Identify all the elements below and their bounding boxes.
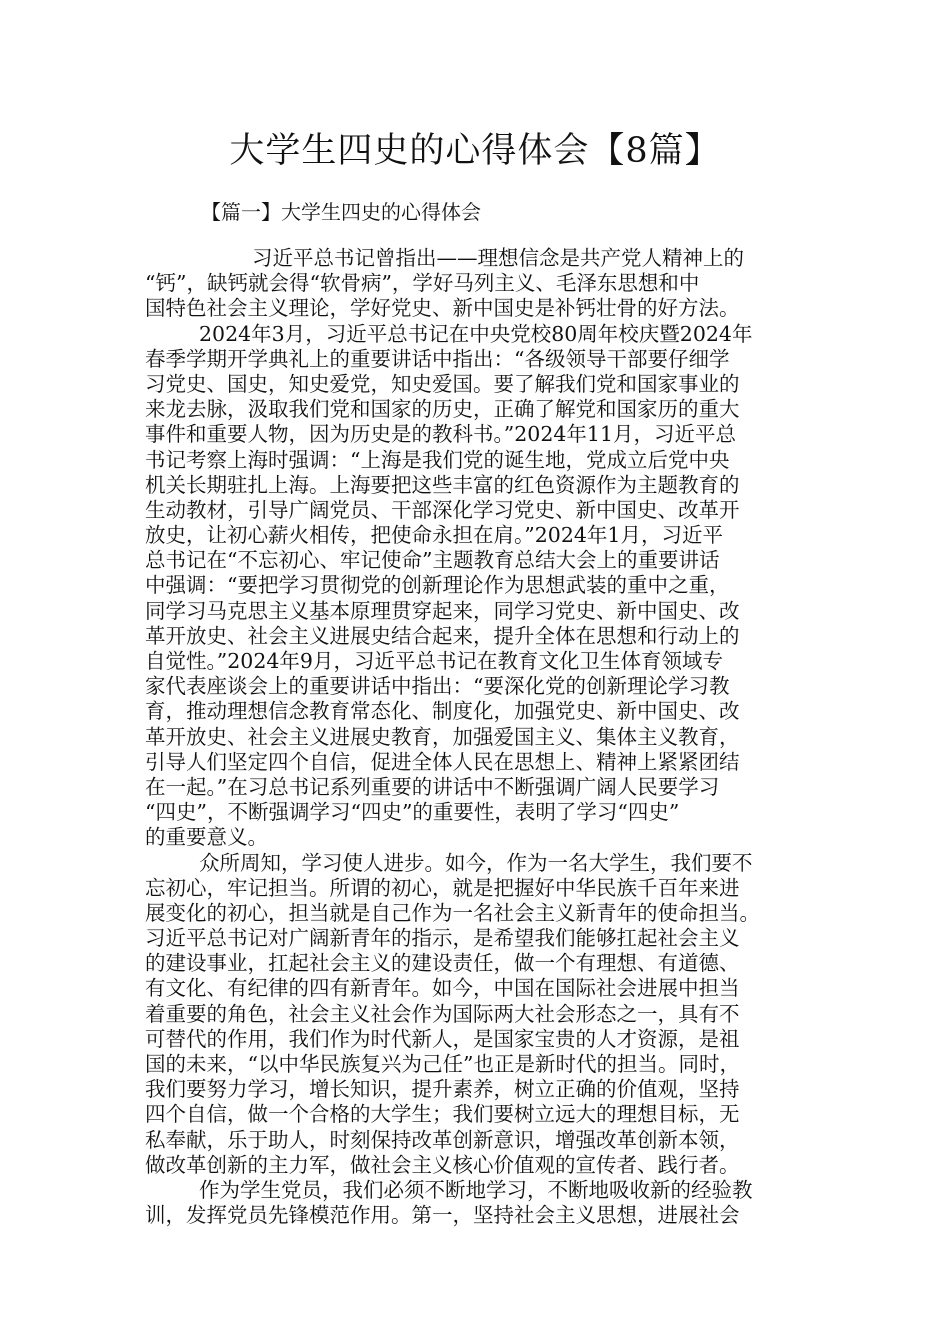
text-line: “钙”，缺钙就会得“软骨病”，学好马列主义、毛泽东思想和中 — [145, 271, 700, 296]
text-line: 书记考察上海时强调：“上海是我们党的诞生地，党成立后党中央 — [145, 447, 730, 472]
text-line: 来龙去脉，汲取我们党和国家的历史，正确了解党和国家历的重大 — [145, 397, 740, 422]
text-line: 我们要努力学习，增长知识，提升素养，树立正确的价值观，坚持 — [145, 1077, 740, 1102]
text-line: 作为学生党员，我们必须不断地学习，不断地吸收新的经验教 — [199, 1177, 753, 1202]
section-heading: 【篇一】大学生四史的心得体会 — [201, 200, 481, 224]
text-line: 家代表座谈会上的重要讲话中指出：“要深化党的创新理论学习教 — [145, 674, 730, 699]
text-line: 四个自信，做一个合格的大学生；我们要树立远大的理想目标，无 — [145, 1102, 740, 1127]
text-line: 2024年3月，习近平总书记在中央党校80周年校庆暨2024年 — [199, 321, 753, 346]
text-line: 有文化、有纪律的四有新青年。如今，中国在国际社会进展中担当 — [145, 976, 740, 1001]
text-line: 习近平总书记对广阔新青年的指示，是希望我们能够扛起社会主义 — [145, 926, 740, 951]
text-line: 着重要的角色，社会主义社会作为国际两大社会形态之一，具有不 — [145, 1001, 740, 1026]
text-line: 的重要意义。 — [145, 825, 268, 850]
text-line: 展变化的初心，担当就是自己作为一名社会主义新青年的使命担当。 — [145, 900, 760, 925]
text-line: 众所周知，学习使人进步。如今，作为一名大学生，我们要不 — [199, 850, 753, 875]
text-line: 做改革创新的主力军，做社会主义核心价值观的宣传者、践行者。 — [145, 1152, 740, 1177]
text-line: 习近平总书记曾指出——理想信念是共产党人精神上的 — [252, 246, 744, 270]
document-body — [145, 246, 825, 1228]
text-line: 总书记在“不忘初心、牢记使命”主题教育总结大会上的重要讲话 — [145, 548, 720, 573]
text-line: “四史”，不断强调学习“四史”的重要性，表明了学习“四史” — [145, 800, 680, 825]
text-line: 生动教材，引导广阔党员、干部深化学习党史、新中国史、改革开 — [145, 497, 740, 522]
text-line: 机关长期驻扎上海。上海要把这些丰富的红色资源作为主题教育的 — [145, 472, 740, 497]
text-line: 的建设事业，扛起社会主义的建设责任，做一个有理想、有道德、 — [145, 951, 740, 976]
text-line: 习党史、国史，知史爱党，知史爱国。要了解我们党和国家事业的 — [145, 371, 740, 396]
text-line: 可替代的作用，我们作为时代新人，是国家宝贵的人才资源，是祖 — [145, 1026, 740, 1051]
text-line: 国的未来，“以中华民族复兴为己任”也正是新时代的担当。同时， — [145, 1052, 740, 1076]
text-line: 忘初心，牢记担当。所谓的初心，就是把握好中华民族千百年来进 — [145, 875, 740, 900]
text-line: 引导人们坚定四个自信，促进全体人民在思想上、精神上紧紧团结 — [145, 749, 740, 774]
text-line: 国特色社会主义理论，学好党史、新中国史是补钙壮骨的好方法。 — [145, 296, 740, 321]
text-line: 事件和重要人物，因为历史是的教科书。”2024年11月，习近平总 — [145, 422, 736, 447]
text-line: 春季学期开学典礼上的重要讲话中指出：“各级领导干部要仔细学 — [145, 346, 730, 371]
text-line: 同学习马克思主义基本原理贯穿起来，同学习党史、新中国史、改 — [145, 598, 740, 623]
text-line: 私奉献，乐于助人，时刻保持改革创新意识，增强改革创新本领， — [145, 1127, 740, 1152]
text-line: 革开放史、社会主义进展史结合起来，提升全体在思想和行动上的 — [145, 623, 740, 648]
text-line: 在一起。”在习总书记系列重要的讲话中不断强调广阔人民要学习 — [145, 774, 720, 799]
text-line: 放史，让初心薪火相传，把使命永担在肩。”2024年1月，习近平 — [145, 523, 723, 548]
text-line: 育，推动理想信念教育常态化、制度化，加强党史、新中国史、改 — [145, 699, 740, 724]
text-line: 自觉性。”2024年9月，习近平总书记在教育文化卫生体育领域专 — [145, 649, 723, 673]
text-line: 训，发挥党员先锋模范作用。第一，坚持社会主义思想，进展社会 — [145, 1203, 740, 1228]
text-line: 中强调：“要把学习贯彻党的创新理论作为思想武装的重中之重， — [145, 573, 730, 598]
text-line: 革开放史、社会主义进展史教育，加强爱国主义、集体主义教育， — [145, 724, 740, 749]
document-title: 大学生四史的心得体会【8篇】 — [229, 131, 721, 171]
